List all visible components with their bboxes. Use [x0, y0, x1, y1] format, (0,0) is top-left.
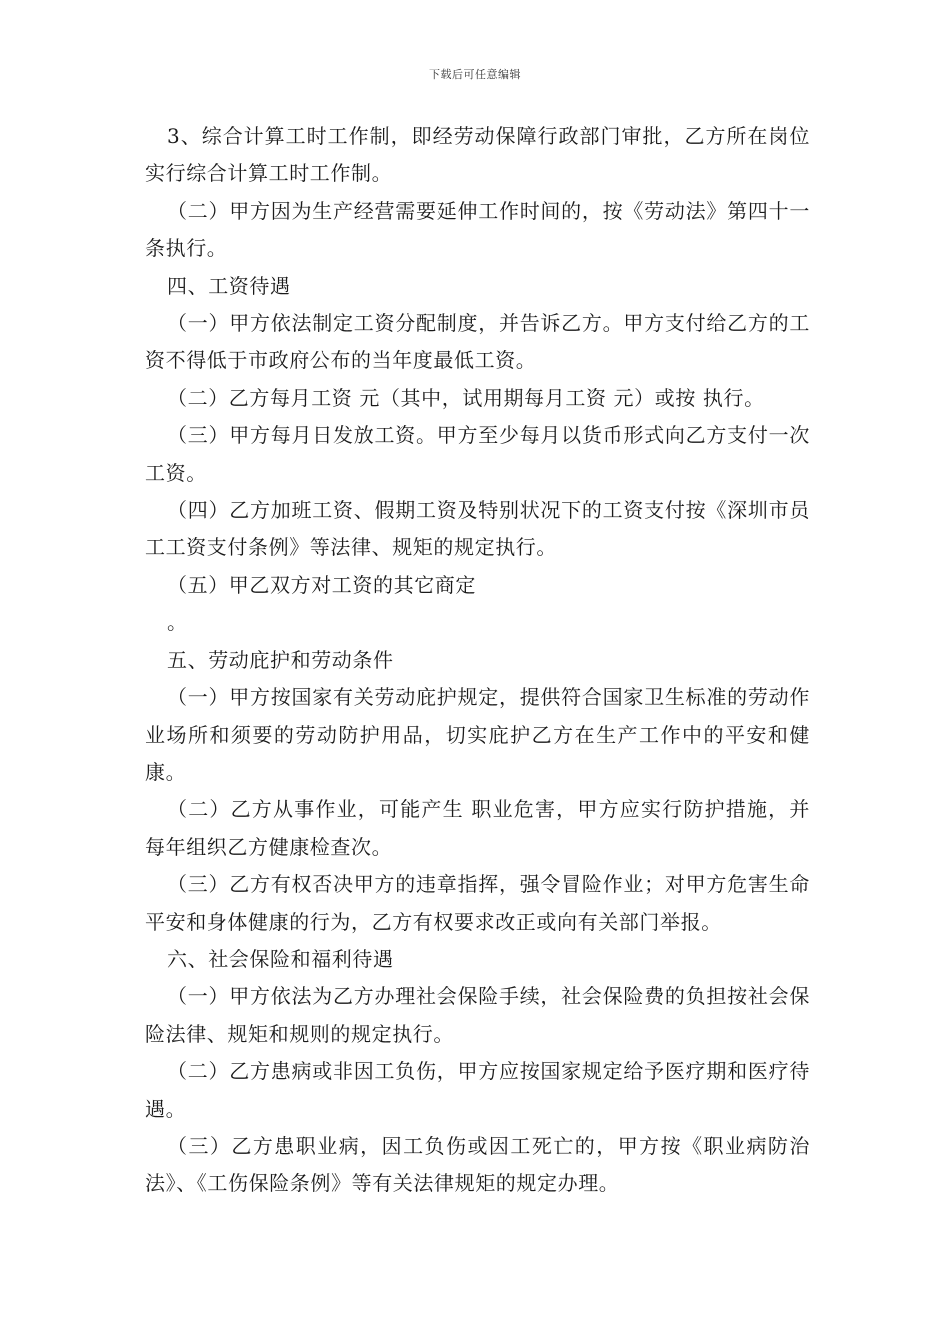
clause-paragraph: 。: [167, 610, 188, 635]
clause-paragraph: （二）乙方每月工资 元（其中，试用期每月工资 元）或按 执行。: [167, 385, 765, 410]
clause-paragraph: （三）甲方每月日发放工资。甲方至少每月以货币形式向乙方支付一次工资。: [145, 423, 810, 485]
clause-paragraph: （一）甲方依法为乙方办理社会保险手续，社会保险费的负担按社会保险法律、规矩和规则的规定执行。: [145, 984, 810, 1046]
clause-paragraph: （四）乙方加班工资、假期工资及特别状况下的工资支付按《深圳市员工工资支付条例》等法律、规矩的规定执行。: [145, 498, 810, 560]
clause-paragraph: （二）乙方从事作业，可能产生 职业危害，甲方应实行防护措施，并每年组织乙方健康检查次。: [145, 797, 810, 859]
section-heading: 六、社会保险和福利待遇: [167, 946, 394, 971]
clause-paragraph: （二）甲方因为生产经营需要延伸工作时间的，按《劳动法》第四十一条执行。: [145, 198, 810, 261]
clause-paragraph: 3、综合计算工时工作制，即经劳动保障行政部门审批，乙方所在岗位实行综合计算工时工作制。: [145, 124, 810, 186]
clause-paragraph: （三）乙方有权否决甲方的违章指挥，强令冒险作业；对甲方危害生命平安和身体健康的行为，乙方有权要求改正或向有关部门举报。: [145, 872, 810, 934]
clause-paragraph: （一）甲方依法制定工资分配制度，并告诉乙方。甲方支付给乙方的工资不得低于市政府公布的当年度最低工资。: [145, 311, 810, 373]
clause-paragraph: （二）乙方患病或非因工负伤，甲方应按国家规定给予医疗期和医疗待遇。: [145, 1059, 810, 1121]
document-body: [145, 118, 810, 1203]
section-heading: 四、工资待遇: [167, 273, 291, 298]
section-heading: 五、劳动庇护和劳动条件: [167, 647, 394, 672]
page-header-note: 下载后可任意编辑: [429, 68, 521, 81]
clause-paragraph: （一）甲方按国家有关劳动庇护规定，提供符合国家卫生标准的劳动作业场所和须要的劳动防护用品，切实庇护乙方在生产工作中的平安和健康。: [145, 685, 810, 784]
clause-paragraph: （三）乙方患职业病，因工负伤或因工死亡的，甲方按《职业病防治法》、《工伤保险条例》等有关法律规矩的规定办理。: [145, 1133, 810, 1196]
clause-paragraph: （五）甲乙双方对工资的其它商定: [167, 572, 476, 597]
